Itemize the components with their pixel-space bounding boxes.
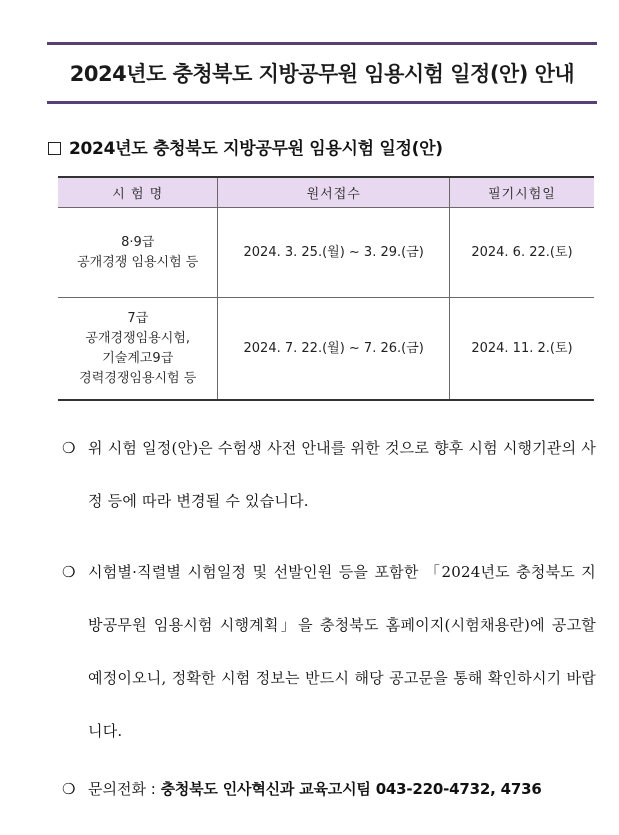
table-header-row [58,177,594,208]
exam-name-line: 공개경쟁 임용시험 등 [77,254,199,270]
exam-name-line: 기술계고9급 [102,350,174,366]
schedule-table [58,176,594,401]
table-row [58,208,594,298]
exam-name-line: 공개경쟁임용시험, [85,330,191,346]
exam-name-line: 8·9급 [121,234,155,250]
section-heading [48,134,443,159]
written-exam-date-cell: 2024. 11. 2.(토) [449,298,594,401]
contact-value: 충청북도 인사혁신과 교육고시팀 043-220-4732, 4736 [160,780,542,798]
table-row [58,298,594,401]
circle-bullet-icon: ❍ [62,780,76,798]
exam-name-cell [58,208,218,298]
header-written-exam: 필기시험일 [449,177,594,208]
title-banner [47,42,597,104]
note-text: 위 시험 일정(안)은 수험생 사전 안내를 위한 것으로 향후 시험 시행기관의 사정 등에 따라 변경될 수 있습니다. [88,439,596,510]
header-exam-name: 시 험 명 [58,177,218,208]
document-title: 2024년도 충청북도 지방공무원 임용시험 일정(안) 안내 [69,62,575,86]
exam-name-line: 경력경쟁임용시험 등 [79,370,197,386]
exam-name-cell [58,298,218,401]
header-application: 원서접수 [218,177,449,208]
application-period-cell: 2024. 3. 25.(월) ~ 3. 29.(금) [218,208,449,298]
written-exam-date-cell: 2024. 6. 22.(토) [449,208,594,298]
exam-name-line: 7급 [127,310,149,326]
circle-bullet-icon: ❍ [62,439,76,457]
note-announcement [62,546,596,758]
application-period-cell: 2024. 7. 22.(월) ~ 7. 26.(금) [218,298,449,401]
contact-label: 문의전화 : [88,780,161,798]
contact-line [62,774,602,804]
circle-bullet-icon: ❍ [62,563,76,581]
square-bullet-icon [48,142,61,155]
note-schedule-change [62,422,596,528]
note-text: 시험별·직렬별 시험일정 및 선발인원 등을 포함한 「2024년도 충청북도 지방공무원 임용시험 시행계획」을 충청북도 홈페이지(시험채용란)에 공고할 예정이오니, 정확한 시험 정보는 반드시 해당 공고문을 통해 확인하시기 바랍니다. [88,563,596,740]
section-heading-text: 2024년도 충청북도 지방공무원 임용시험 일정(안) [69,139,443,159]
